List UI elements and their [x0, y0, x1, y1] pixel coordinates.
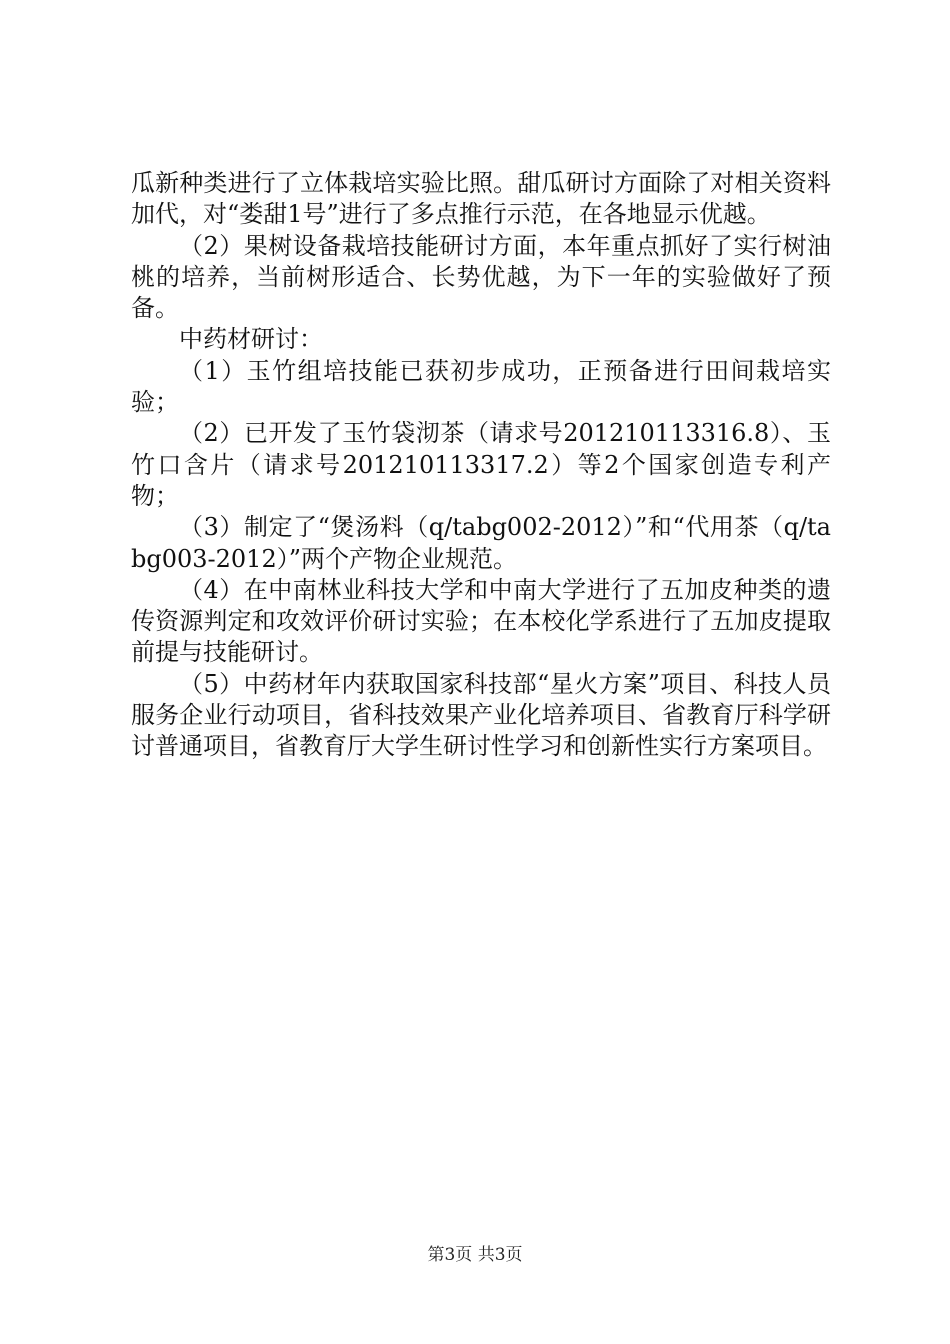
paragraph-continuation: 瓜新种类进行了立体栽培实验比照。甜瓜研讨方面除了对相关资料加代，对“娄甜1号”进行了多点推行示范，在各地显示优越。	[131, 169, 831, 229]
page-number-footer: 第3页 共3页	[427, 1245, 523, 1265]
paragraph-funded-projects: （5）中药材年内获取国家科技部“星火方案”项目、科技人员服务企业行动项目，省科技效果产业化培养项目、省教育厅科学研讨普通项目，省教育厅大学生研讨性学习和创新性实行方案项目。	[131, 669, 831, 761]
paragraph-herbal-heading: 中药材研讨：	[179, 325, 323, 354]
paragraph-patent-products: （2）已开发了玉竹袋沏茶（请求号201210113316.8）、玉竹口含片（请求号201210113317.2）等2个国家创造专利产物；	[131, 419, 831, 510]
document-body	[131, 168, 831, 763]
paragraph-yuzhu-tissue-culture: （1）玉竹组培技能已获初步成功，正预备进行田间栽培实验；	[131, 356, 831, 417]
paragraph-enterprise-standards: （3）制定了“煲汤料（q/tabg002-2012）”和“代用茶（q/tabg003-2012）”两个产物企业规范。	[131, 513, 831, 573]
paragraph-wujiapi-research: （4）在中南林业科技大学和中南大学进行了五加皮种类的遗传资源判定和攻效评价研讨实验；在本校化学系进行了五加皮提取前提与技能研讨。	[131, 575, 831, 667]
paragraph-fruit-tree-research: （2）果树设备栽培技能研讨方面，本年重点抓好了实行树油桃的培养，当前树形适合、长势优越，为下一年的实验做好了预备。	[131, 231, 831, 323]
